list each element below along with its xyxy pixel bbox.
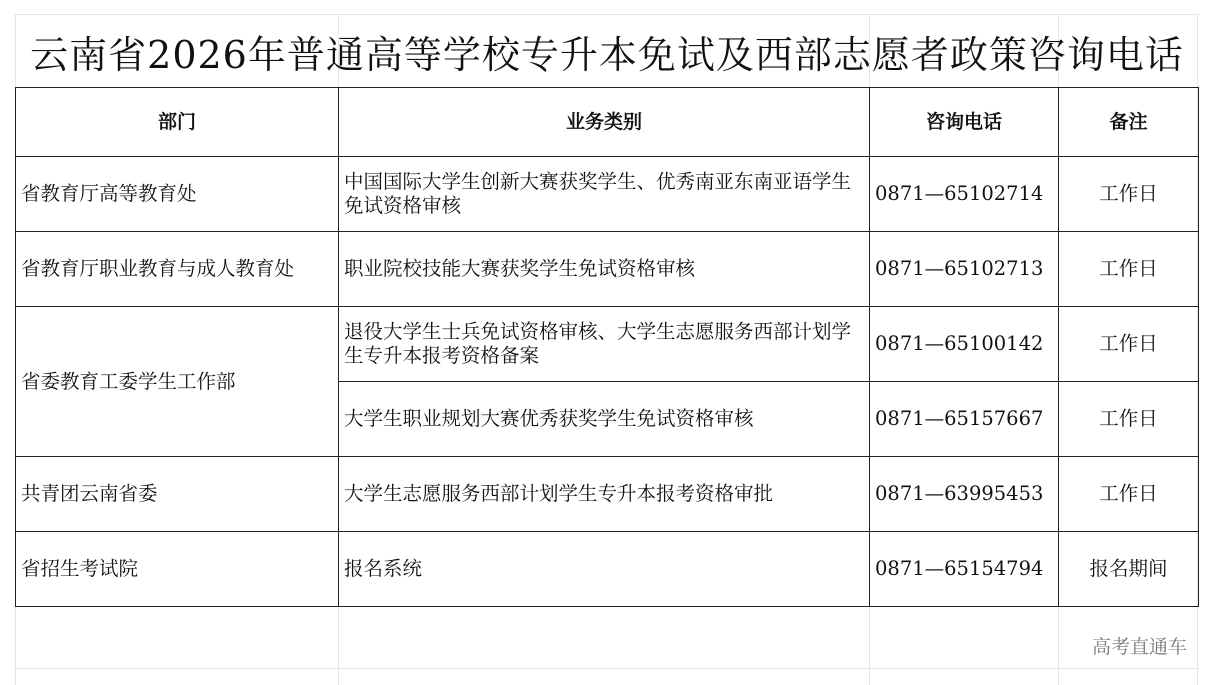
column-header-phone: 咨询电话 <box>870 88 1059 157</box>
department-cell: 省教育厅高等教育处 <box>16 157 339 232</box>
phone-cell: 0871—65157667 <box>870 382 1059 457</box>
note-cell: 工作日 <box>1059 457 1199 532</box>
table-header-row <box>16 88 1199 157</box>
note-cell: 工作日 <box>1059 157 1199 232</box>
contact-table <box>15 87 1199 607</box>
note-cell: 工作日 <box>1059 382 1199 457</box>
business-cell: 大学生职业规划大赛优秀获奖学生免试资格审核 <box>339 382 870 457</box>
business-cell: 职业院校技能大赛获奖学生免试资格审核 <box>339 232 870 307</box>
phone-cell: 0871—65154794 <box>870 532 1059 607</box>
department-cell: 省招生考试院 <box>16 532 339 607</box>
department-cell: 省委教育工委学生工作部 <box>16 307 339 457</box>
business-cell: 大学生志愿服务西部计划学生专升本报考资格审批 <box>339 457 870 532</box>
business-cell: 中国国际大学生创新大赛获奖学生、优秀南亚东南亚语学生免试资格审核 <box>339 157 870 232</box>
column-header-note: 备注 <box>1059 88 1199 157</box>
gridline <box>14 14 1199 15</box>
table-row <box>16 307 1199 382</box>
phone-cell: 0871—63995453 <box>870 457 1059 532</box>
department-cell: 省教育厅职业教育与成人教育处 <box>16 232 339 307</box>
table-row <box>16 157 1199 232</box>
business-cell: 报名系统 <box>339 532 870 607</box>
phone-cell: 0871—65102714 <box>870 157 1059 232</box>
column-header-business: 业务类别 <box>339 88 870 157</box>
page-title: 云南省2026年普通高等学校专升本免试及西部志愿者政策咨询电话 <box>30 32 1184 77</box>
note-cell: 工作日 <box>1059 307 1199 382</box>
table-row <box>16 532 1199 607</box>
column-header-department: 部门 <box>16 88 339 157</box>
department-cell: 共青团云南省委 <box>16 457 339 532</box>
phone-cell: 0871—65102713 <box>870 232 1059 307</box>
business-cell: 退役大学生士兵免试资格审核、大学生志愿服务西部计划学生专升本报考资格备案 <box>339 307 870 382</box>
gridline <box>14 668 1199 669</box>
table-row <box>16 457 1199 532</box>
note-cell: 工作日 <box>1059 232 1199 307</box>
phone-cell: 0871—65100142 <box>870 307 1059 382</box>
note-cell: 报名期间 <box>1059 532 1199 607</box>
watermark: 高考直通车 <box>1091 636 1187 658</box>
table-row <box>16 232 1199 307</box>
